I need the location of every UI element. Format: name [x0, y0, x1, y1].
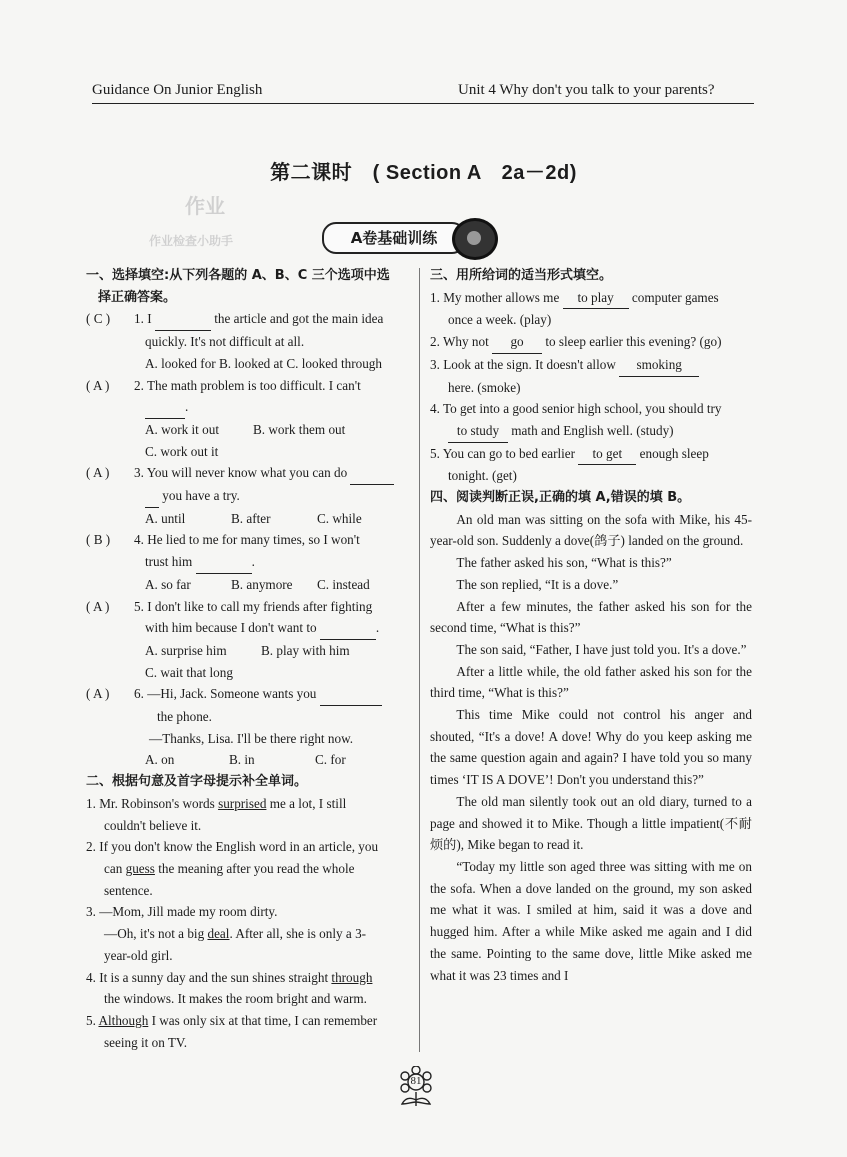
p3-answer3[interactable]: smoking [619, 354, 699, 377]
q4-blank[interactable] [196, 551, 252, 574]
p2-item1: 1. Mr. Robinson's words surprised me a lot, I still [86, 795, 347, 811]
q4-options: A. so far B. anymore C. instead [145, 576, 370, 592]
q2-option-c: C. work out it [145, 443, 219, 459]
q6-blank[interactable] [320, 683, 382, 706]
q1-blank[interactable] [155, 308, 211, 331]
p3-item3: 3. Look at the sign. It doesn't allow smoking [430, 354, 752, 377]
p2-item4: 4. It is a sunny day and the sun shines straight through [86, 969, 373, 985]
p2-item3-cont: —Oh, it's not a big deal. After all, she is only a 3- [104, 926, 367, 942]
header-left: Guidance On Junior English [92, 82, 263, 98]
p2-item2-cont2: sentence. [104, 882, 153, 898]
part2-heading: 二、根据句意及首字母提示补全单词。 [86, 774, 308, 790]
p2-item5-cont: seeing it on TV. [104, 1034, 188, 1050]
page-number-badge [396, 1066, 436, 1106]
p3-item4: 4. To get into a good senior high school, you should try [430, 401, 722, 417]
q2-line1: ( A ) 2. The math problem is too difficult. I can't [86, 377, 361, 393]
q5-line1: ( A ) 5. I don't like to call my friends after fighting [86, 598, 373, 614]
story-para-7: This time Mike could not control his anger and shouted, “It's a dove! A dove! Why do you keep asking me the same question again and again? I have told you so many times ‘IT IS A DOVE’! Don't you understand this?” [430, 707, 752, 788]
p3-item4-cont: to study math and English well. (study) [430, 420, 752, 443]
p3-answer1[interactable]: to play [563, 287, 629, 310]
q3-line1: ( A ) 3. You will never know what you can do [86, 462, 406, 485]
q1-line2: quickly. It's not difficult at all. [145, 334, 305, 350]
q4-line1: ( B ) 4. He lied to me for many times, so I won't [86, 532, 360, 548]
p2-item4-cont: the windows. It makes the room bright and warm. [104, 991, 367, 1007]
q1-options: A. looked for B. looked at C. looked through [145, 355, 382, 371]
p2-item3-cont2: year-old girl. [104, 947, 173, 963]
header-rule [92, 103, 754, 104]
p3-answer2[interactable]: go [492, 331, 542, 354]
q6-options: A. on B. in C. for [145, 752, 346, 768]
p3-answer4[interactable]: to study [448, 420, 508, 443]
lesson-title: 第二课时 ( Section A 2a－2d) [270, 162, 577, 184]
q3-blank[interactable] [350, 462, 394, 485]
p3-item2: 2. Why not go to sleep earlier this evening? (go) [430, 331, 752, 354]
p2-item2-cont: can guess the meaning after you read the whole [104, 860, 355, 876]
q5-options: A. surprise him B. play with him [145, 642, 350, 658]
p2-item5: 5. Although I was only six at that time, I can remember [86, 1012, 378, 1028]
q2-line2: . [86, 396, 406, 419]
part1-heading-cont: 择正确答案。 [98, 289, 177, 305]
p3-item5: 5. You can go to bed earlier to get enough sleep [430, 443, 752, 466]
right-column [430, 265, 752, 986]
tire-icon [452, 218, 498, 260]
left-column [86, 265, 406, 1053]
section-banner [312, 216, 502, 256]
story-para-5: The son said, “Father, I have just told you. It's a dove.” [456, 641, 747, 657]
story-para-2: The father asked his son, “What is this?” [456, 555, 672, 571]
q3-line2: you have a try. [86, 485, 406, 508]
p3-item3-cont: here. (smoke) [448, 379, 521, 395]
p2-item3: 3. —Mom, Jill made my room dirty. [86, 904, 278, 920]
q6-line2: the phone. [157, 709, 212, 725]
watermark-stamp: 作业 作业检查小助手 [149, 194, 234, 248]
story-para-6: After a little while, the old father asked his son for the third time, “What is this?” [430, 663, 752, 701]
q6-line3: —Thanks, Lisa. I'll be there right now. [149, 730, 354, 746]
story-para-8: The old man silently took out an old diary, turned to a page and showed it to Mike. Though a little impatient(不耐烦的), Mike began to read it. [430, 793, 752, 853]
p3-answer5[interactable]: to get [578, 443, 636, 466]
p3-item1: 1. My mother allows me to play computer games [430, 287, 752, 310]
p2-item1-cont: couldn't believe it. [104, 817, 202, 833]
story-para-9: “Today my little son aged three was sitting with me on the sofa. When a dove landed on the ground, my son asked me what it was. I smiled at him, said it was a dove and hugged him. After a while Mike asked me again and I did the same. Pointing to the same dove, little Mike asked me what it was 23 times and I [430, 858, 752, 983]
q2-blank[interactable] [145, 396, 185, 419]
banner-label: A卷基础训练 [322, 222, 466, 254]
p2-item2: 2. If you don't know the English word in an article, you [86, 839, 379, 855]
part4-heading: 四、阅读判断正误,正确的填 A,错误的填 B。 [430, 490, 691, 506]
q5-option-c: C. wait that long [145, 664, 233, 680]
q1-line1: ( C ) 1. I the article and got the main idea [86, 308, 406, 331]
p3-item1-cont: once a week. (play) [448, 312, 552, 328]
q3-options: A. until B. after C. while [145, 510, 362, 526]
q5-blank[interactable] [320, 617, 376, 640]
header-right: Unit 4 Why don't you talk to your parents? [458, 82, 715, 98]
q5-line2: with him because I don't want to . [86, 617, 406, 640]
story-para-3: The son replied, “It is a dove.” [456, 576, 619, 592]
q4-line2: trust him . [86, 551, 406, 574]
q2-options: A. work it out B. work them out [145, 421, 346, 437]
part1-heading: 一、选择填空:从下列各题的 A、B、C 三个选项中选 [86, 268, 390, 283]
story-para-4: After a few minutes, the father asked his son for the second time, “What is this?” [430, 598, 752, 636]
flower-icon [396, 1066, 436, 1110]
q6-line1: ( A ) 6. —Hi, Jack. Someone wants you [86, 683, 406, 706]
part3-heading: 三、用所给词的适当形式填空。 [430, 268, 613, 283]
page-number: 81 [410, 1075, 422, 1087]
p3-item5-cont: tonight. (get) [448, 468, 517, 484]
story-para-1: An old man was sitting on the sofa with Mike, his 45-year-old son. Suddenly a dove(鸽子) landed on the ground. [430, 511, 752, 549]
column-divider [419, 268, 420, 1052]
